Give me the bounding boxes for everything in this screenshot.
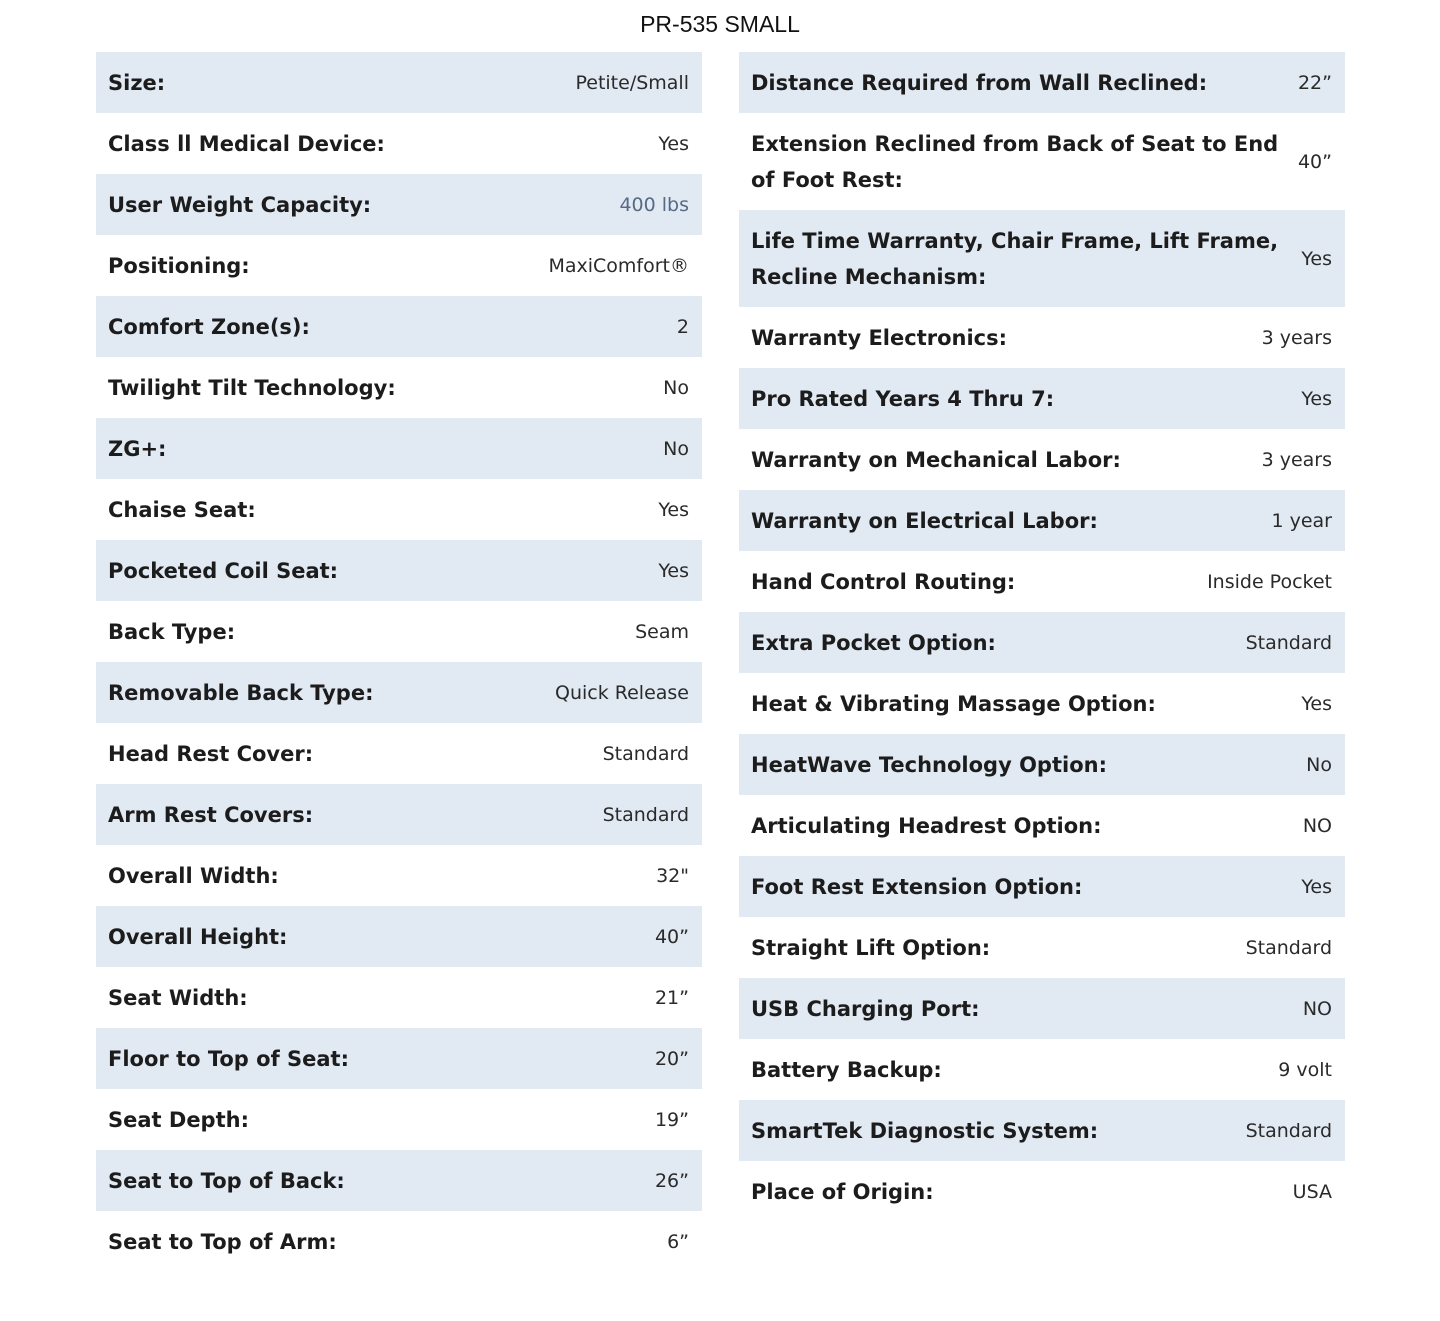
spec-row-chaise-seat: [96, 479, 702, 540]
spec-label: Battery Backup:: [751, 1057, 942, 1082]
spec-row-floor-to-seat: [96, 1028, 702, 1089]
spec-row-seat-depth: [96, 1089, 702, 1150]
spec-value: 40”: [654, 925, 689, 948]
spec-row-medical-device: [96, 113, 702, 174]
spec-value: MaxiComfort®: [548, 254, 689, 277]
spec-row-foot-rest-extension: [739, 856, 1345, 917]
spec-row-usb-port: [739, 978, 1345, 1039]
spec-label: Seat Width:: [108, 985, 248, 1010]
spec-value: 26”: [654, 1169, 689, 1192]
spec-value: Yes: [658, 498, 689, 521]
spec-row-pocketed-coil-seat: [96, 540, 702, 601]
spec-value: Standard: [1245, 631, 1332, 654]
spec-label: Foot Rest Extension Option:: [751, 874, 1083, 899]
spec-label: Extra Pocket Option:: [751, 630, 996, 655]
spec-value: 22”: [1297, 71, 1332, 94]
spec-label: Comfort Zone(s):: [108, 314, 310, 339]
spec-value: No: [663, 437, 689, 460]
spec-value: 400 lbs: [619, 193, 689, 216]
spec-label: Seat to Top of Arm:: [108, 1229, 337, 1254]
spec-label: Hand Control Routing:: [751, 569, 1016, 594]
spec-row-positioning: [96, 235, 702, 296]
spec-value: No: [1306, 753, 1332, 776]
spec-value: 6”: [667, 1230, 689, 1253]
spec-label: USB Charging Port:: [751, 996, 980, 1021]
spec-label: Pro Rated Years 4 Thru 7:: [751, 386, 1055, 411]
spec-value: 19”: [654, 1108, 689, 1131]
page-title: PR-535 SMALL: [640, 11, 800, 37]
spec-row-seat-to-back: [96, 1150, 702, 1211]
spec-value: Standard: [602, 803, 689, 826]
spec-value: Standard: [1245, 1119, 1332, 1142]
spec-row-weight-capacity: [96, 174, 702, 235]
spec-value: Quick Release: [554, 681, 689, 704]
spec-label: ZG+:: [108, 436, 167, 461]
spec-row-overall-height: [96, 906, 702, 967]
spec-row-mechanical-labor: [739, 429, 1345, 490]
spec-value: Yes: [1301, 247, 1332, 270]
spec-row-place-of-origin: [739, 1161, 1345, 1222]
spec-row-head-rest-cover: [96, 723, 702, 784]
spec-value: Yes: [658, 559, 689, 582]
spec-row-lifetime-warranty: [739, 210, 1345, 307]
spec-row-arm-rest-covers: [96, 784, 702, 845]
spec-label: Class ll Medical Device:: [108, 131, 385, 156]
spec-label: Removable Back Type:: [108, 680, 374, 705]
spec-label: Warranty Electronics:: [751, 325, 1008, 350]
spec-label: Seat to Top of Back:: [108, 1168, 345, 1193]
spec-table-right: [739, 52, 1345, 1222]
spec-label: HeatWave Technology Option:: [751, 752, 1107, 777]
spec-value: Petite/Small: [575, 71, 689, 94]
spec-table-left: [96, 52, 702, 1272]
spec-value: Yes: [1301, 387, 1332, 410]
spec-value: 21”: [654, 986, 689, 1009]
spec-label: Pocketed Coil Seat:: [108, 558, 339, 583]
spec-label: Heat & Vibrating Massage Option:: [751, 691, 1156, 716]
spec-label: Floor to Top of Seat:: [108, 1046, 349, 1071]
spec-row-wall-distance: [739, 52, 1345, 113]
spec-value: 32": [656, 864, 689, 887]
spec-label: Twilight Tilt Technology:: [108, 375, 396, 400]
spec-label: Overall Height:: [108, 924, 288, 949]
spec-label: Arm Rest Covers:: [108, 802, 314, 827]
spec-row-heat-massage: [739, 673, 1345, 734]
spec-label: Place of Origin:: [751, 1179, 934, 1204]
spec-row-size: [96, 52, 702, 113]
spec-row-electrical-labor: [739, 490, 1345, 551]
spec-label: Overall Width:: [108, 863, 279, 888]
spec-row-hand-control-routing: [739, 551, 1345, 612]
spec-row-extension-reclined: [739, 113, 1345, 210]
spec-value: 3 years: [1261, 326, 1332, 349]
spec-row-seat-width: [96, 967, 702, 1028]
spec-label: Extension Reclined from Back of Seat to End of Foot Rest:: [751, 131, 1279, 192]
spec-row-smarttek: [739, 1100, 1345, 1161]
spec-label: Chaise Seat:: [108, 497, 256, 522]
spec-row-heatwave: [739, 734, 1345, 795]
spec-row-back-type: [96, 601, 702, 662]
spec-label: Positioning:: [108, 253, 250, 278]
spec-row-removable-back-type: [96, 662, 702, 723]
spec-label: Articulating Headrest Option:: [751, 813, 1102, 838]
spec-value: Yes: [1301, 875, 1332, 898]
spec-label: Life Time Warranty, Chair Frame, Lift Frame, Recline Mechanism:: [751, 228, 1279, 289]
spec-row-articulating-headrest: [739, 795, 1345, 856]
spec-row-warranty-electronics: [739, 307, 1345, 368]
spec-value: Standard: [1245, 936, 1332, 959]
spec-label: Warranty on Electrical Labor:: [751, 508, 1098, 533]
spec-value: Standard: [602, 742, 689, 765]
spec-label: Seat Depth:: [108, 1107, 249, 1132]
spec-row-twilight-tilt: [96, 357, 702, 418]
spec-label: Size:: [108, 70, 166, 95]
spec-value: 40”: [1297, 150, 1332, 173]
spec-label: Distance Required from Wall Reclined:: [751, 70, 1208, 95]
spec-row-comfort-zones: [96, 296, 702, 357]
spec-label: User Weight Capacity:: [108, 192, 372, 217]
spec-value: NO: [1302, 997, 1332, 1020]
spec-value: 20”: [654, 1047, 689, 1070]
spec-value: No: [663, 376, 689, 399]
spec-value: 1 year: [1271, 509, 1332, 532]
spec-row-pro-rated: [739, 368, 1345, 429]
spec-label: Head Rest Cover:: [108, 741, 314, 766]
spec-label: Straight Lift Option:: [751, 935, 991, 960]
spec-label: Back Type:: [108, 619, 236, 644]
spec-value: Seam: [635, 620, 689, 643]
spec-value: Inside Pocket: [1207, 570, 1332, 593]
spec-row-battery-backup: [739, 1039, 1345, 1100]
spec-value: 9 volt: [1278, 1058, 1332, 1081]
spec-label: Warranty on Mechanical Labor:: [751, 447, 1121, 472]
spec-value: Yes: [658, 132, 689, 155]
spec-value: Yes: [1301, 692, 1332, 715]
spec-value: 3 years: [1261, 448, 1332, 471]
spec-value: 2: [676, 315, 689, 338]
spec-value: USA: [1292, 1180, 1332, 1203]
spec-row-straight-lift: [739, 917, 1345, 978]
spec-label: SmartTek Diagnostic System:: [751, 1118, 1099, 1143]
spec-row-overall-width: [96, 845, 702, 906]
spec-value: NO: [1302, 814, 1332, 837]
spec-row-seat-to-arm: [96, 1211, 702, 1272]
spec-row-extra-pocket: [739, 612, 1345, 673]
spec-row-zg-plus: [96, 418, 702, 479]
